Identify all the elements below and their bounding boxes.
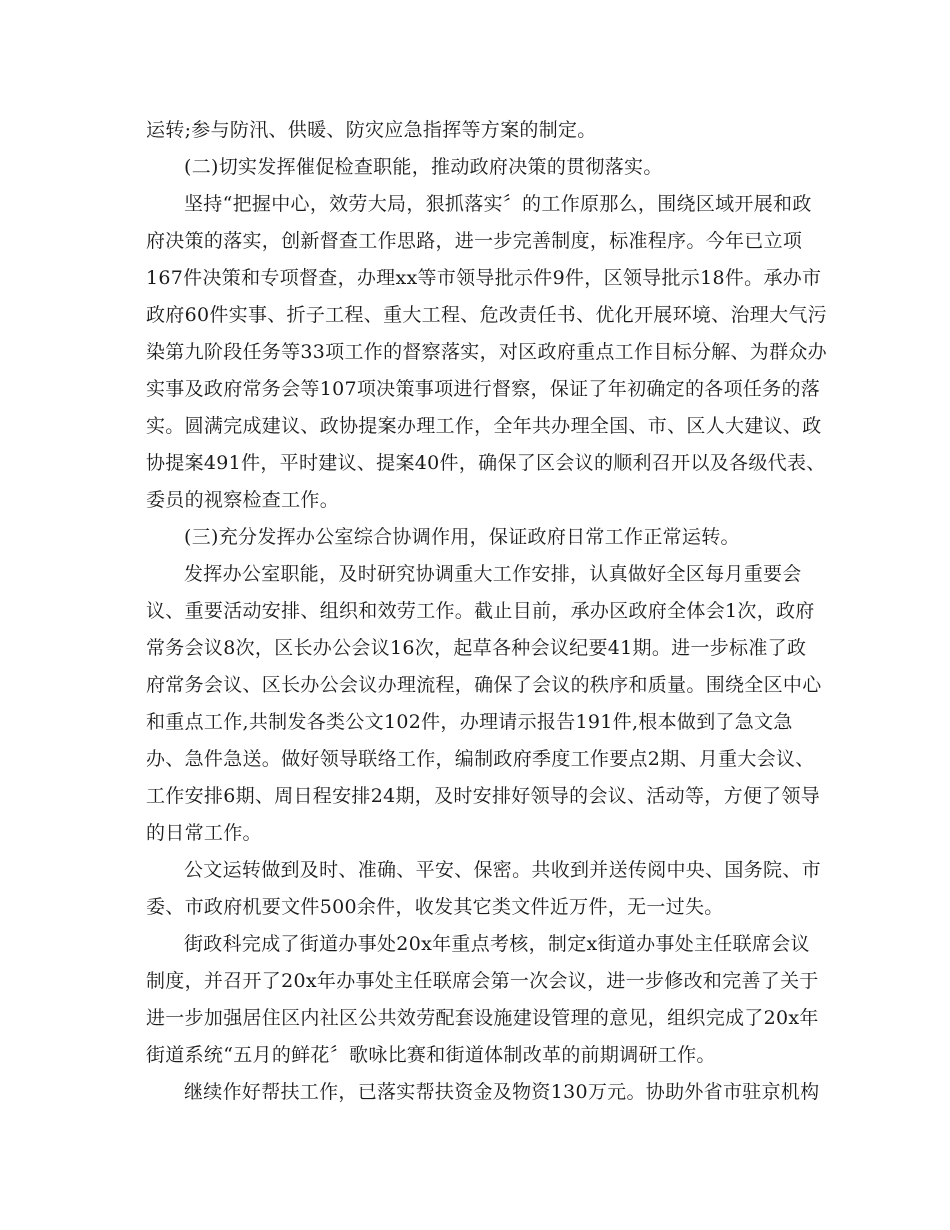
text-line: 街政科完成了街道办事处20x年重点考核，制定x街道办事处主任联席会议 bbox=[184, 933, 810, 955]
text-line: 府常务会议、区长办公会议办理流程，确保了会议的秩序和质量。围绕全区中心 bbox=[146, 674, 822, 696]
section-heading: (二)切实发挥催促检查职能，推动政府决策的贯彻落实。 bbox=[184, 156, 663, 178]
text-line: 街道系统“五月的鲜花〞歌咏比赛和街道体制改革的前期调研工作。 bbox=[146, 1044, 716, 1066]
text-line: 办、急件急送。做好领导联络工作，编制政府季度工作要点2期、月重大会议、 bbox=[146, 748, 815, 770]
text-line: 府决策的落实，创新督查工作思路，进一步完善制度，标准程序。今年已立项 bbox=[146, 230, 803, 252]
text-line: 公文运转做到及时、准确、平安、保密。共收到并送传阅中央、国务院、市 bbox=[184, 859, 821, 881]
text-line: 工作安排6期、周日程安排24期，及时安排好领导的会议、活动等，方便了领导 bbox=[146, 785, 821, 807]
text-line: 发挥办公室职能，及时研究协调重大工作安排，认真做好全区每月重要会 bbox=[184, 563, 802, 585]
text-line: 制度，并召开了20x年办事处主任联席会第一次会议，进一步修改和完善了关于 bbox=[146, 970, 819, 992]
text-line: 继续作好帮扶工作，已落实帮扶资金及物资130万元。协助外省市驻京机构 bbox=[184, 1081, 820, 1103]
text-line: 坚持“把握中心，效劳大局，狠抓落实〞的工作原那么，围绕区域开展和政 bbox=[184, 193, 812, 215]
text-line: 和重点工作,共制发各类公文102件，办理请示报告191件,根本做到了急文急 bbox=[146, 711, 793, 733]
section-heading: (三)充分发挥办公室综合协调作用，保证政府日常工作正常运转。 bbox=[184, 526, 740, 548]
text-line: 协提案491件，平时建议、提案40件，确保了区会议的顺利召开以及各级代表、 bbox=[146, 452, 826, 474]
text-line: 政府60件实事、折子工程、重大工程、危改责任书、优化开展环境、治理大气污 bbox=[146, 304, 827, 326]
text-line: 运转;参与防汛、供暖、防灾应急指挥等方案的制定。 bbox=[146, 119, 597, 141]
text-line: 染第九阶段任务等33项工作的督察落实，对区政府重点工作目标分解、为群众办 bbox=[146, 341, 827, 363]
text-line: 议、重要活动安排、组织和效劳工作。截止目前，承办区政府全体会1次，政府 bbox=[146, 600, 815, 622]
text-line: 的日常工作。 bbox=[146, 822, 262, 844]
text-line: 进一步加强居住区内社区公共效劳配套设施建设管理的意见，组织完成了20x年 bbox=[146, 1007, 819, 1029]
text-line: 委员的视察检查工作。 bbox=[146, 489, 340, 511]
text-line: 实。圆满完成建议、政协提案办理工作，全年共办理全国、市、区人大建议、政 bbox=[146, 415, 822, 437]
text-line: 委、市政府机要文件500余件，收发其它类文件近万件，无一过失。 bbox=[146, 896, 724, 918]
text-line: 常务会议8次，区长办公会议16次，起草各种会议纪要41期。进一步标准了政 bbox=[146, 637, 807, 659]
text-line: 实事及政府常务会等107项决策事项进行督察，保证了年初确定的各项任务的落 bbox=[146, 378, 821, 400]
text-line: 167件决策和专项督查，办理xx等市领导批示件9件，区领导批示18件。承办市 bbox=[146, 267, 822, 289]
